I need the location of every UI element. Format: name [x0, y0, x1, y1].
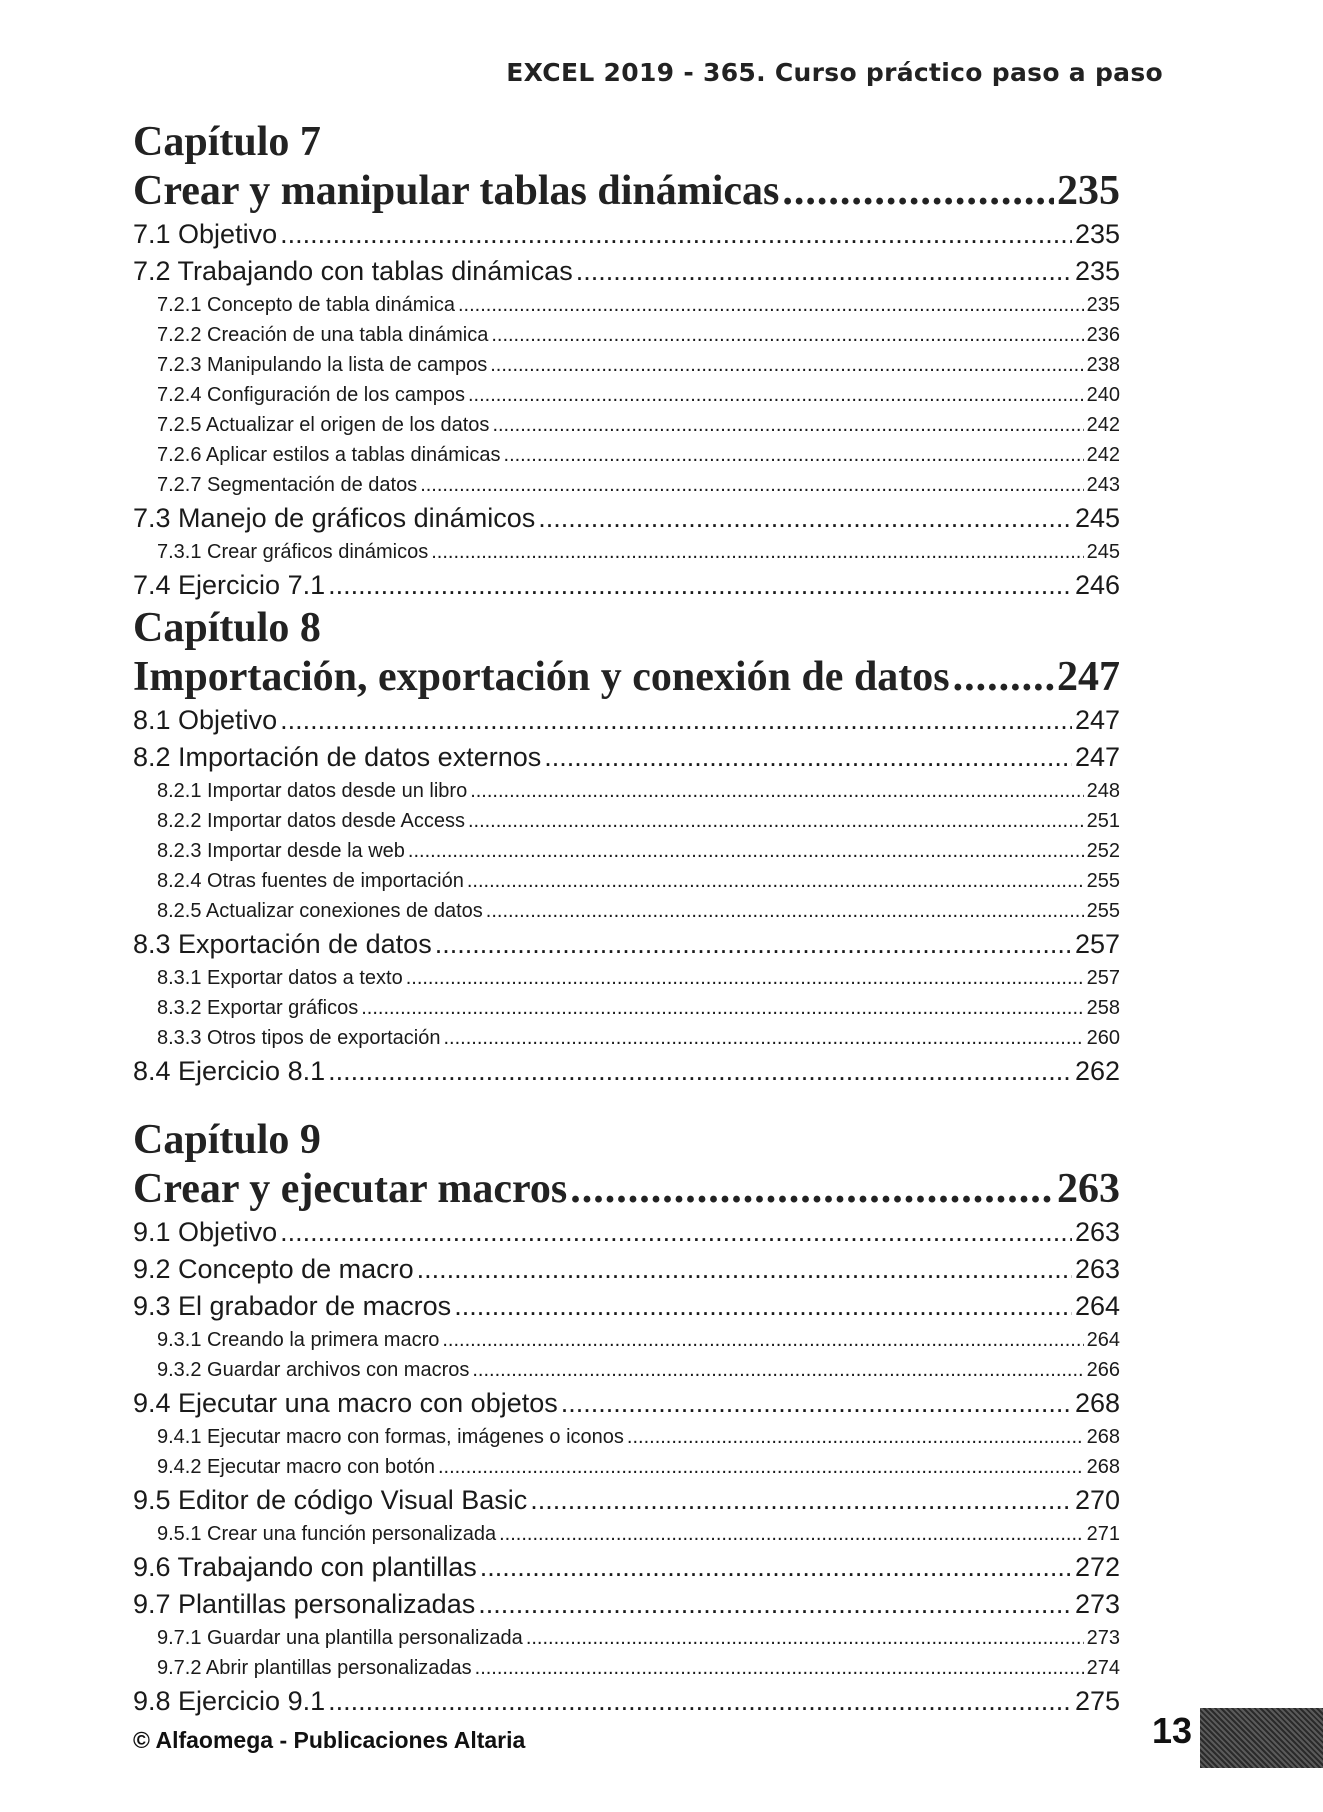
dot-leader [280, 216, 1072, 253]
toc-entry-page: 236 [1086, 324, 1120, 346]
toc-entry-title: 7.2.6 Aplicar estilos a tablas dinámicas [157, 444, 501, 466]
toc-entry-page: 273 [1074, 1589, 1120, 1619]
toc-section-row[interactable] [133, 1385, 1120, 1422]
dot-leader [406, 963, 1084, 993]
dot-leader [570, 1164, 1054, 1214]
dot-leader [408, 836, 1084, 866]
toc-entry-page: 264 [1086, 1329, 1120, 1351]
toc-subsection-row[interactable] [133, 896, 1120, 926]
chapter-title-row[interactable] [133, 166, 1120, 216]
toc-entry-title: 9.1 Objetivo [133, 1217, 278, 1247]
toc-entry-title: 9.4.2 Ejecutar macro con botón [157, 1456, 435, 1478]
toc-section-row[interactable] [133, 1683, 1120, 1720]
dot-leader [782, 166, 1054, 216]
toc-entry-page: 235 [1074, 219, 1120, 249]
dot-leader [444, 1023, 1084, 1053]
toc-subsection-row[interactable] [133, 963, 1120, 993]
dot-leader [486, 896, 1084, 926]
dot-leader [468, 806, 1084, 836]
dot-leader [431, 537, 1083, 567]
toc-section-row[interactable] [133, 926, 1120, 963]
toc-entry-title: 7.4 Ejercicio 7.1 [133, 570, 326, 600]
toc-entry-title: 7.2.1 Concepto de tabla dinámica [157, 294, 455, 316]
dot-leader [361, 993, 1083, 1023]
toc-entry-page: 273 [1086, 1627, 1120, 1649]
toc-entry-title: 9.7 Plantillas personalizadas [133, 1589, 476, 1619]
dot-leader [492, 410, 1083, 440]
toc-entry-title: 7.2.5 Actualizar el origen de los datos [157, 414, 490, 436]
toc-subsection-row[interactable] [133, 866, 1120, 896]
toc-entry-title: 8.3 Exportación de datos [133, 929, 432, 959]
chapter-page-number: 263 [1057, 1166, 1120, 1212]
toc-entry-page: 263 [1074, 1217, 1120, 1247]
toc-entry-title: 9.4 Ejecutar una macro con objetos [133, 1388, 558, 1418]
toc-entry-title: 9.7.2 Abrir plantillas personalizadas [157, 1657, 472, 1679]
toc-entry-page: 268 [1086, 1456, 1120, 1478]
dot-leader [627, 1422, 1084, 1452]
toc-entry-title: 7.2.4 Configuración de los campos [157, 384, 465, 406]
toc-subsection-row[interactable] [133, 537, 1120, 567]
toc-entry-page: 262 [1074, 1056, 1120, 1086]
toc-entry-title: 7.2.3 Manipulando la lista de campos [157, 354, 488, 376]
toc-entry-page: 275 [1074, 1686, 1120, 1716]
toc-entry-page: 235 [1074, 256, 1120, 286]
toc-entry-title: 9.4.1 Ejecutar macro con formas, imágenes o iconos [157, 1426, 624, 1448]
toc-entry-title: 7.3.1 Crear gráficos dinámicos [157, 541, 429, 563]
toc-entry-page: 274 [1086, 1657, 1120, 1679]
toc-entry-title: 8.2.1 Importar datos desde un libro [157, 780, 468, 802]
toc-section-row[interactable] [133, 1251, 1120, 1288]
toc-entry-page: 247 [1074, 705, 1120, 735]
toc-entry-title: 9.3.1 Creando la primera macro [157, 1329, 440, 1351]
toc-subsection-row[interactable] [133, 1355, 1120, 1385]
toc-entry-title: 8.2 Importación de datos externos [133, 742, 542, 772]
toc-section-row[interactable] [133, 253, 1120, 290]
dot-leader [328, 1683, 1072, 1720]
dot-leader [491, 320, 1083, 350]
toc-entry-page: 260 [1086, 1027, 1120, 1049]
toc-section-row[interactable] [133, 500, 1120, 537]
toc-entry-page: 268 [1086, 1426, 1120, 1448]
toc-entry-page: 247 [1074, 742, 1120, 772]
page-number: 13 [1152, 1710, 1193, 1751]
dot-leader [280, 702, 1072, 739]
toc-entry-title: 8.2.3 Importar desde la web [157, 840, 405, 862]
toc-entry-page: 257 [1086, 967, 1120, 989]
dot-leader [499, 1519, 1084, 1549]
toc-entry-page: 272 [1074, 1552, 1120, 1582]
running-header: EXCEL 2019 - 365. Curso práctico paso a paso [506, 58, 1163, 87]
toc-entry-title: 8.1 Objetivo [133, 705, 278, 735]
toc-entry-title: 8.3.2 Exportar gráficos [157, 997, 359, 1019]
toc-subsection-row[interactable] [133, 776, 1120, 806]
toc-entry-title: 8.3.1 Exportar datos a texto [157, 967, 403, 989]
dot-leader [490, 350, 1083, 380]
toc-subsection-row[interactable] [133, 1325, 1120, 1355]
toc-entry-page: 271 [1086, 1523, 1120, 1545]
toc-entry-page: 251 [1086, 810, 1120, 832]
toc-entry-page: 270 [1074, 1485, 1120, 1515]
dot-leader [468, 380, 1084, 410]
toc-entry-page: 263 [1074, 1254, 1120, 1284]
dot-leader [576, 253, 1072, 290]
toc-section-row[interactable] [133, 1288, 1120, 1325]
toc-entry-title: 8.3.3 Otros tipos de exportación [157, 1027, 441, 1049]
toc-entry-page: 242 [1086, 414, 1120, 436]
toc-entry-page: 243 [1086, 474, 1120, 496]
dot-leader [417, 1251, 1072, 1288]
toc-subsection-row[interactable] [133, 350, 1120, 380]
toc-entry-title: 9.7.1 Guardar una plantilla personalizada [157, 1627, 523, 1649]
chapter-title-row[interactable] [133, 1164, 1120, 1214]
toc-subsection-row[interactable] [133, 836, 1120, 866]
chapter-title: Crear y manipular tablas dinámicas [133, 168, 780, 214]
dot-leader [328, 1053, 1072, 1090]
toc-section-row[interactable] [133, 1549, 1120, 1586]
toc-subsection-row[interactable] [133, 1653, 1120, 1683]
toc-entry-title: 8.2.2 Importar datos desde Access [157, 810, 465, 832]
toc-entry-page: 246 [1074, 570, 1120, 600]
toc-entry-title: 9.3.2 Guardar archivos con macros [157, 1359, 470, 1381]
chapter-label: Capítulo 7 [133, 119, 321, 165]
chapter-title-row[interactable] [133, 652, 1120, 702]
toc-entry-title: 8.4 Ejercicio 8.1 [133, 1056, 326, 1086]
dot-leader [480, 1549, 1072, 1586]
toc-subsection-row[interactable] [133, 993, 1120, 1023]
toc-entry-page: 240 [1086, 384, 1120, 406]
toc-entry-page: 264 [1074, 1291, 1120, 1321]
toc-entry-title: 9.3 El grabador de macros [133, 1291, 452, 1321]
dot-leader [478, 1586, 1072, 1623]
chapter-label: Capítulo 9 [133, 1117, 321, 1163]
dot-leader [530, 1482, 1072, 1519]
table-of-contents [133, 118, 1120, 1720]
chapter-label: Capítulo 8 [133, 605, 321, 651]
toc-subsection-row[interactable] [133, 320, 1120, 350]
toc-subsection-row[interactable] [133, 470, 1120, 500]
dot-leader [538, 500, 1072, 537]
chapter-page-number: 247 [1057, 654, 1120, 700]
toc-entry-title: 9.5 Editor de código Visual Basic [133, 1485, 528, 1515]
toc-entry-title: 9.2 Concepto de macro [133, 1254, 414, 1284]
dot-leader [561, 1385, 1072, 1422]
page-edge-tab [1200, 1708, 1323, 1768]
chapter-title: Importación, exportación y conexión de datos [133, 654, 950, 700]
chapter-title: Crear y ejecutar macros [133, 1166, 568, 1212]
toc-entry-page: 252 [1086, 840, 1120, 862]
dot-leader [438, 1452, 1084, 1482]
toc-subsection-row[interactable] [133, 1452, 1120, 1482]
toc-entry-page: 255 [1086, 870, 1120, 892]
dot-leader [526, 1623, 1084, 1653]
toc-entry-page: 258 [1086, 997, 1120, 1019]
toc-entry-page: 245 [1086, 541, 1120, 563]
dot-leader [470, 776, 1083, 806]
dot-leader [472, 1355, 1083, 1385]
toc-entry-title: 9.8 Ejercicio 9.1 [133, 1686, 326, 1716]
toc-entry-title: 7.2.7 Segmentación de datos [157, 474, 418, 496]
toc-section-row[interactable] [133, 1214, 1120, 1251]
dot-leader [435, 926, 1072, 963]
dot-leader [467, 866, 1084, 896]
toc-section-row[interactable] [133, 216, 1120, 253]
toc-entry-page: 245 [1074, 503, 1120, 533]
toc-subsection-row[interactable] [133, 440, 1120, 470]
toc-section-row[interactable] [133, 739, 1120, 776]
toc-entry-title: 9.5.1 Crear una función personalizada [157, 1523, 497, 1545]
toc-entry-page: 242 [1086, 444, 1120, 466]
toc-entry-title: 8.2.4 Otras fuentes de importación [157, 870, 464, 892]
toc-subsection-row[interactable] [133, 1519, 1120, 1549]
toc-subsection-row[interactable] [133, 1623, 1120, 1653]
toc-entry-title: 8.2.5 Actualizar conexiones de datos [157, 900, 483, 922]
toc-subsection-row[interactable] [133, 1023, 1120, 1053]
toc-entry-title: 7.2.2 Creación de una tabla dinámica [157, 324, 489, 346]
dot-leader [953, 652, 1054, 702]
toc-entry-title: 7.1 Objetivo [133, 219, 278, 249]
toc-section-row[interactable] [133, 702, 1120, 739]
toc-section-row[interactable] [133, 1482, 1120, 1519]
dot-leader [442, 1325, 1083, 1355]
dot-leader [504, 440, 1084, 470]
chapter-page-number: 235 [1057, 168, 1120, 214]
toc-subsection-row[interactable] [133, 410, 1120, 440]
toc-subsection-row[interactable] [133, 806, 1120, 836]
toc-entry-page: 248 [1086, 780, 1120, 802]
toc-entry-title: 7.2 Trabajando con tablas dinámicas [133, 256, 573, 286]
toc-subsection-row[interactable] [133, 380, 1120, 410]
dot-leader [454, 1288, 1072, 1325]
toc-subsection-row[interactable] [133, 290, 1120, 320]
toc-subsection-row[interactable] [133, 1422, 1120, 1452]
dot-leader [475, 1653, 1084, 1683]
dot-leader [544, 739, 1072, 776]
toc-section-row[interactable] [133, 1586, 1120, 1623]
dot-leader [328, 567, 1072, 604]
toc-entry-page: 255 [1086, 900, 1120, 922]
footer-copyright: © Alfaomega - Publicaciones Altaria [133, 1727, 526, 1753]
toc-entry-page: 266 [1086, 1359, 1120, 1381]
dot-leader [458, 290, 1084, 320]
toc-section-row[interactable] [133, 1053, 1120, 1090]
dot-leader [420, 470, 1083, 500]
dot-leader [280, 1214, 1072, 1251]
toc-entry-page: 238 [1086, 354, 1120, 376]
toc-section-row[interactable] [133, 567, 1120, 604]
toc-entry-page: 257 [1074, 929, 1120, 959]
toc-entry-title: 9.6 Trabajando con plantillas [133, 1552, 477, 1582]
toc-entry-title: 7.3 Manejo de gráficos dinámicos [133, 503, 536, 533]
toc-entry-page: 235 [1086, 294, 1120, 316]
toc-entry-page: 268 [1074, 1388, 1120, 1418]
